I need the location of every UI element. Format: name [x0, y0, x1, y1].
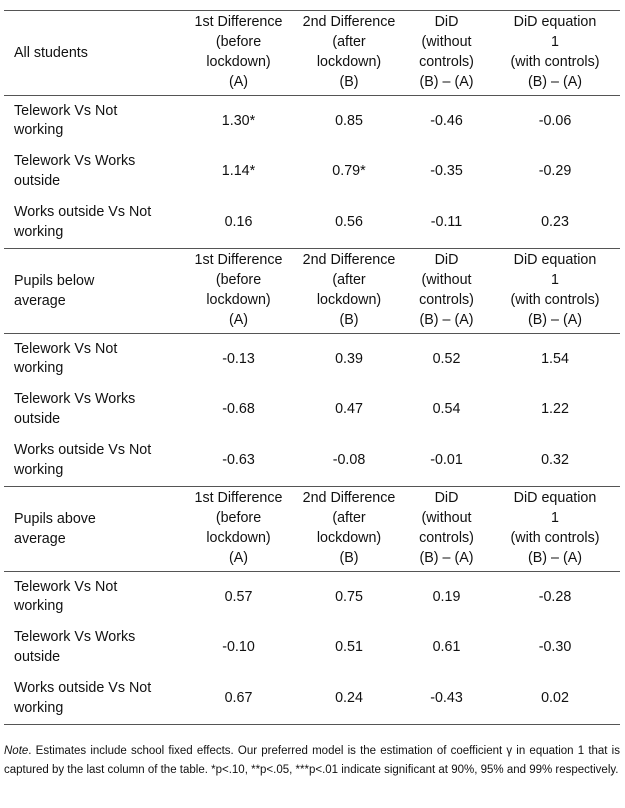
column-header-line: 1 — [551, 510, 559, 527]
column-header-line: 1st Difference — [194, 252, 283, 269]
row-label-line: Telework Vs Not — [14, 102, 118, 119]
table-cell: -0.35 — [430, 163, 463, 179]
row-label-line: Telework Vs Works — [14, 153, 136, 170]
row-label-line: Telework Vs Not — [14, 578, 118, 595]
table-cell: -0.28 — [538, 588, 572, 605]
row-label — [4, 334, 182, 385]
row-label-line: working — [14, 461, 64, 478]
column-header-line: 1 — [551, 34, 559, 51]
column-header-line: (after — [332, 34, 366, 51]
column-header-line: DiD — [434, 14, 459, 31]
column-header-line: controls) — [419, 530, 474, 546]
group-label — [4, 249, 182, 334]
table-cell: -0.46 — [430, 112, 463, 129]
row-label-line: working — [14, 699, 64, 716]
row-label — [4, 147, 182, 198]
table-cell: -0.43 — [403, 673, 490, 725]
column-header-line: DiD equation — [513, 14, 597, 31]
row-label — [4, 435, 182, 487]
table-cell: -0.08 — [332, 451, 366, 468]
column-header — [182, 487, 295, 572]
row-label — [4, 385, 182, 436]
column-header — [490, 11, 620, 96]
table-note — [4, 742, 620, 780]
table-row — [4, 197, 620, 249]
table-cell: -0.29 — [538, 163, 572, 179]
row-label-line: working — [14, 223, 64, 240]
table-cell: 0.75 — [335, 588, 363, 605]
group-label — [4, 487, 182, 572]
table-cell: 1.22 — [541, 401, 569, 417]
table-cell: 0.56 — [335, 213, 363, 230]
column-header-line: (A) — [228, 311, 249, 328]
column-header-line: lockdown) — [316, 530, 382, 546]
table-cell: -0.06 — [538, 112, 572, 129]
row-label-line: working — [14, 360, 64, 377]
table-cell: -0.13 — [222, 350, 255, 367]
table-cell: 1.30* — [221, 112, 256, 129]
group-header-row — [4, 249, 620, 334]
group-label-line: average — [14, 293, 66, 309]
column-header-line: 1 — [551, 272, 559, 289]
column-header-line: controls) — [419, 292, 474, 308]
group-label-line: All students — [14, 45, 88, 61]
results-table — [4, 10, 620, 725]
column-header-line: lockdown) — [206, 54, 271, 70]
table-cell: -0.10 — [222, 639, 255, 655]
row-label — [4, 673, 182, 725]
row-label-line: Works outside Vs Not — [14, 204, 152, 220]
table-cell: 0.16 — [224, 213, 253, 230]
table-cell: -0.11 — [430, 213, 463, 230]
column-header-line: (B) – (A) — [419, 549, 474, 566]
row-label-line: outside — [14, 410, 61, 427]
column-header — [295, 249, 403, 334]
group-label — [4, 11, 182, 96]
group-label-line: Pupils below — [14, 273, 95, 289]
column-header-line: (B) — [339, 73, 359, 90]
table-row — [4, 334, 620, 385]
table-cell: -0.68 — [222, 401, 255, 417]
column-header — [403, 11, 490, 96]
column-header — [403, 487, 490, 572]
row-label-line: working — [14, 598, 64, 615]
column-header-line: (B) — [339, 311, 359, 328]
table-cell: 0.23 — [541, 213, 569, 230]
column-header-line: (with controls) — [510, 292, 600, 308]
column-header-line: DiD equation — [513, 252, 597, 269]
column-header-line: (without — [421, 510, 472, 527]
note-prefix: Note — [4, 745, 29, 757]
column-header — [490, 487, 620, 572]
column-header-line: 2nd Difference — [302, 252, 396, 269]
column-header-line: DiD equation — [513, 490, 597, 507]
column-header — [182, 249, 295, 334]
group-label-line: Pupils above — [14, 511, 96, 527]
table-cell: 0.02 — [490, 673, 620, 725]
table-cell: 1.54 — [541, 350, 569, 367]
column-header-line: (B) – (A) — [419, 73, 474, 90]
table-cell: -0.30 — [538, 639, 572, 655]
column-header — [295, 487, 403, 572]
column-header-line: (A) — [228, 73, 249, 90]
column-header-line: (B) — [339, 549, 359, 566]
table-cell: 0.24 — [295, 673, 403, 725]
row-label-line: working — [14, 122, 64, 139]
column-header-line: (with controls) — [510, 530, 600, 546]
table-cell: 1.14* — [221, 163, 256, 179]
column-header-line: (B) – (A) — [527, 73, 582, 90]
column-header-line: 2nd Difference — [302, 14, 396, 31]
column-header-line: (B) – (A) — [527, 549, 582, 566]
row-label-line: Works outside Vs Not — [14, 680, 152, 696]
row-label — [4, 96, 182, 147]
column-header-line: (after — [332, 510, 366, 527]
table-cell: 0.51 — [335, 639, 363, 655]
column-header-line: 1st Difference — [194, 490, 283, 507]
row-label-line: Works outside Vs Not — [14, 442, 152, 458]
table-cell: 0.67 — [182, 673, 295, 725]
row-label — [4, 197, 182, 249]
column-header-line: lockdown) — [316, 54, 382, 70]
row-label-line: outside — [14, 172, 61, 189]
group-header-row — [4, 11, 620, 96]
table-row — [4, 435, 620, 487]
column-header-line: controls) — [419, 54, 474, 70]
row-label-line: Telework Vs Works — [14, 391, 136, 408]
column-header-line: 2nd Difference — [302, 490, 396, 507]
column-header — [490, 249, 620, 334]
row-label-line: Telework Vs Not — [14, 340, 118, 357]
group-header-row — [4, 487, 620, 572]
table-cell: 0.85 — [335, 112, 363, 129]
column-header-line: (after — [332, 272, 366, 289]
table-row — [4, 673, 620, 725]
table-cell: 0.57 — [224, 588, 253, 605]
table-cell: -0.01 — [430, 451, 463, 468]
column-header-line: DiD — [434, 252, 459, 269]
column-header — [182, 11, 295, 96]
group-label-line: average — [14, 531, 66, 547]
table-cell: 0.61 — [432, 639, 461, 655]
table-cell: 0.54 — [432, 401, 461, 417]
note-text: . Estimates include school fixed effects. Our preferred model is the estimation of coefficient γ in equation 1 that is captured by the last column of the table. *p<.10, **p<.05, ***p<.01 indicate significant at 90%, 95% and 99% respectively. — [4, 745, 620, 776]
table-row — [4, 385, 620, 436]
column-header-line: (without — [421, 272, 472, 289]
column-header-line: (before — [215, 272, 262, 289]
table-cell: 0.52 — [432, 350, 461, 367]
column-header-line: (B) – (A) — [419, 311, 474, 328]
column-header-line: (with controls) — [510, 54, 600, 70]
column-header-line: DiD — [434, 490, 459, 507]
column-header-line: lockdown) — [316, 292, 382, 308]
table-cell: -0.63 — [222, 451, 255, 468]
row-label — [4, 623, 182, 674]
row-label-line: Telework Vs Works — [14, 629, 136, 646]
column-header-line: (before — [215, 34, 262, 51]
column-header-line: 1st Difference — [194, 14, 283, 31]
column-header-line: lockdown) — [206, 530, 271, 546]
table-cell: 0.47 — [335, 401, 363, 417]
table-cell: 0.39 — [335, 350, 363, 367]
column-header — [295, 11, 403, 96]
column-header-line: (A) — [228, 549, 249, 566]
column-header-line: (without — [421, 34, 472, 51]
column-header — [403, 249, 490, 334]
table-row — [4, 147, 620, 198]
table-row — [4, 623, 620, 674]
row-label-line: outside — [14, 648, 61, 665]
table-row — [4, 572, 620, 623]
table-cell: 0.79* — [332, 163, 366, 179]
table-row — [4, 96, 620, 147]
table-cell: 0.19 — [432, 588, 461, 605]
row-label — [4, 572, 182, 623]
table-cell: 0.32 — [541, 451, 569, 468]
column-header-line: (before — [215, 510, 262, 527]
column-header-line: (B) – (A) — [527, 311, 582, 328]
results-table-body — [4, 11, 620, 725]
column-header-line: lockdown) — [206, 292, 271, 308]
